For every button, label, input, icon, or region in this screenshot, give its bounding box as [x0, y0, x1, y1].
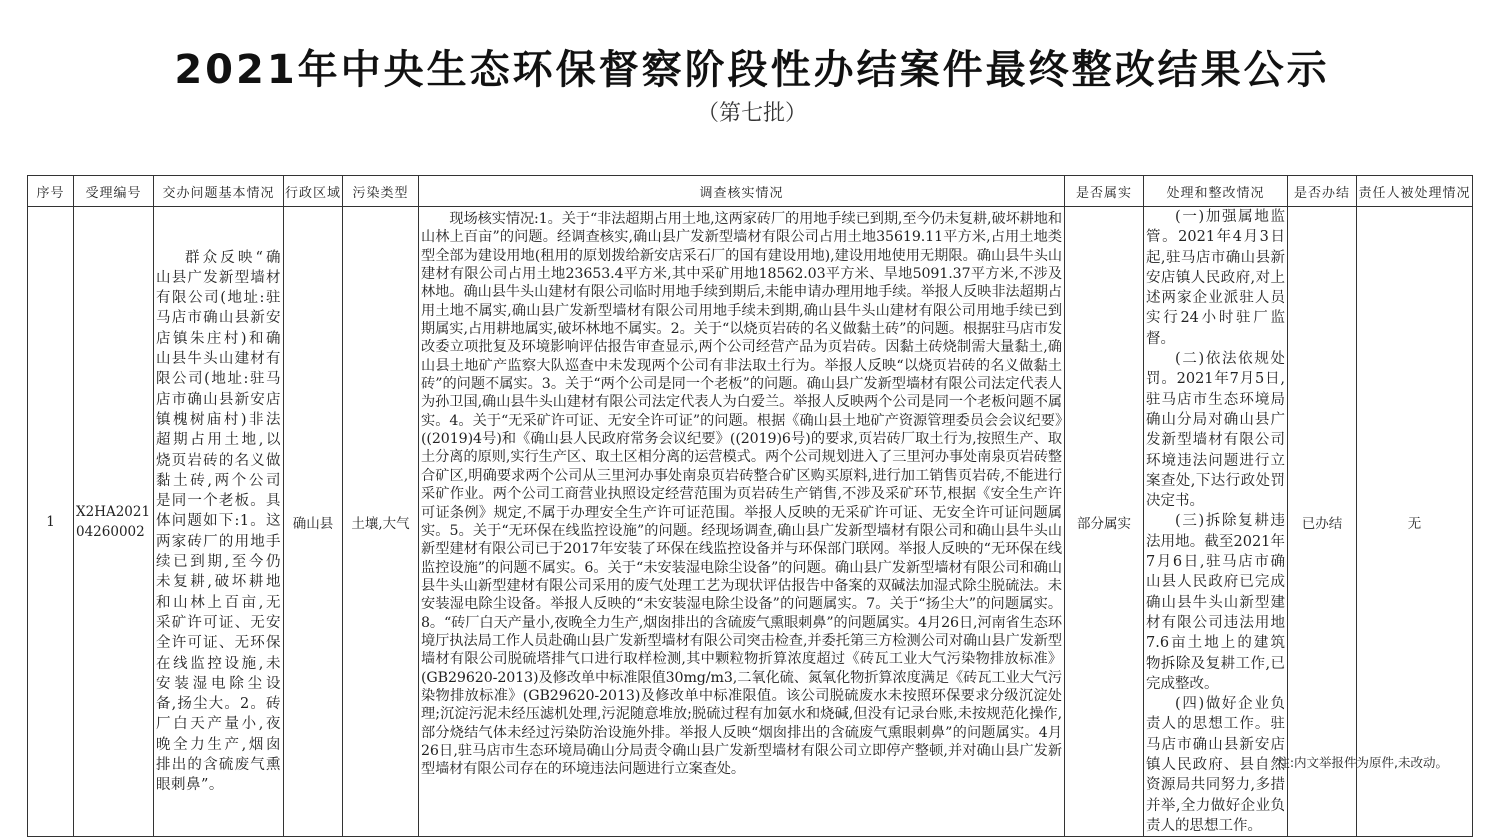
header-issue: 交办问题基本情况	[154, 176, 284, 207]
cell-case-no	[74, 207, 154, 837]
footnote: 注:内文举报件为原件,未改动。	[1277, 755, 1448, 770]
rectification-item: (四)做好企业负责人的思想工作。驻马店市确山县新安店镇人民政府、县自然资源局共同努力,多措并举,全力做好企业负责人的思想工作。	[1146, 696, 1285, 834]
table-header-row	[28, 176, 1473, 207]
case-number: X2HA202104260002	[76, 503, 151, 540]
cell-pollution-type: 土壤,大气	[343, 207, 419, 837]
header-accountability: 责任人被处理情况	[1357, 176, 1473, 207]
cell-accountability: 无	[1357, 207, 1473, 837]
rectification-item: (三)拆除复耕违法用地。截至2021年7月6日,驻马店市确山县人民政府已完成确山县牛头山新型建材有限公司违法用地7.6亩土地上的建筑物拆除及复耕工作,已完成整改。	[1146, 513, 1285, 692]
cell-investigation	[419, 207, 1065, 837]
batch-subtitle: （第七批）	[696, 101, 807, 126]
rectification-text	[1144, 207, 1287, 836]
header-closed: 是否办结	[1288, 176, 1357, 207]
header-verified: 是否属实	[1065, 176, 1144, 207]
header-pollution-type: 污染类型	[343, 176, 419, 207]
cell-index: 1	[28, 207, 74, 837]
cell-region: 确山县	[284, 207, 343, 837]
header-index: 序号	[28, 176, 74, 207]
header-region: 行政区域	[284, 176, 343, 207]
page-title: 2021年中央生态环保督察阶段性办结案件最终整改结果公示	[174, 47, 1330, 93]
investigation-text: 现场核实情况:1。关于“非法超期占用土地,这两家砖厂的用地手续已到期,至今仍未复耕,破坏耕地和山林上百亩”的问题。经调查核实,确山县广发新型墙材有限公司占用土地35619.11平方米,占用土地类型全部为建设用地(租用的原划拨给新安店采石厂的国有建设用地),建设用地使用无期限。确山县牛头山建材有限公司占用土地23653.4平方米,其中采矿用地18562.03平方米、旱地5091.37平方米,不涉及林地。确山县牛头山建材有限公司临时用地手续到期后,未能申请办理用地手续。举报人反映非法超期占用土地不属实,确山县广发新型墙材有限公司用地手续未到期,确山县牛头山建材有限公司用地手续已到期属实,占用耕地属实,破坏林地不属实。2。关于“以烧页岩砖的名义做黏土砖”的问题。根据驻马店市发改委立项批复及环境影响评估报告审查显示,两个公司经营产品为页岩砖。因黏土砖烧制需大量黏土,确山县土地矿产监察大队巡查中未发现两个公司有非法取土行为。举报人反映“以烧页岩砖的名义做黏土砖”的问题不属实。3。关于“两个公司是同一个老板”的问题。确山县广发新型墙材有限公司法定代表人为孙卫国,确山县牛头山建材有限公司法定代表人为白爱兰。举报人反映两个公司是同一个老板问题不属实。4。关于“无采矿许可证、无安全许可证”的问题。根据《确山县土地矿产资源管理委员会会议纪要》((2019)4号)和《确山县人民政府常务会议纪要》((2019)6号)的要求,页岩砖厂取土行为,按照生产、取土分离的原则,实行生产区、取土区相分离的运营模式。两个公司规划进入了三里河办事处南泉页岩砖整合矿区,明确要求两个公司从三里河办事处南泉页岩砖整合矿区购买原料,进行加工销售页岩砖,不能进行采矿作业。两个公司工商营业执照设定经营范围为页岩砖生产销售,不涉及采矿环节,根据《安全生产许可证条例》规定,不属于办理安全生产许可证范围。举报人反映的无采矿许可证、无安全许可证问题属实。5。关于“无环保在线监控设施”的问题。经现场调查,确山县广发新型墙材有限公司和确山县牛头山新型建材有限公司已于2017年安装了环保在线监控设备并与环保部门联网。举报人反映的“无环保在线监控设施”的问题不属实。6。关于“未安装湿电除尘设备”的问题。确山县广发新型墙材有限公司和确山县牛头山新型建材有限公司采用的废气处理工艺为现状评估报告中备案的双碱法加湿式除尘脱硫法。未安装湿电除尘设备。举报人反映的“未安装湿电除尘设备”的问题属实。7。关于“扬尘大”的问题属实。8。“砖厂白天产量小,夜晚全力生产,烟囱排出的含硫废气熏眼刺鼻”的问题属实。4月26日,河南省生态环境厅执法局工作人员赴确山县广发新型墙材有限公司突击检查,并委托第三方检测公司对确山县广发新型墙材有限公司脱硫塔排气口进行取样检测,其中颗粒物折算浓度超过《砖瓦工业大气污染物排放标准》(GB29620-2013)及修改单中标准限值30mg/m3,二氧化硫、氮氧化物折算浓度满足《砖瓦工业大气污染物排放标准》(GB29620-2013)及修改单中标准限值。该公司脱硫废水未按照环保要求分级沉淀处理;沉淀污泥未经压滤机处理,污泥随意堆放;脱硫过程有加氨水和烧碱,但没有记录台账,未按规范化操作,部分烧结气体未经过污染防治设施外排。举报人反映“烟囱排出的含硫废气熏眼刺鼻”的问题属实。4月26日,驻马店市生态环境局确山分局责令确山县广发新型墙材有限公司立即停产整顿,并对确山县广发新型墙材有限公司存在的环境违法问题进行立案查处。	[421, 211, 1062, 778]
issue-text: 群众反映“确山县广发新型墙材有限公司(地址:驻马店市确山县新安店镇朱庄村)和确山县牛头山建材有限公司(地址:驻马店市确山县新安店镇槐树庙村)非法超期占用土地,以烧页岩砖的名义做黏土砖,两个公司是同一个老板。具体问题如下:1。这两家砖厂的用地手续已到期,至今仍未复耕,破坏耕地和山林上百亩,无采矿许可证、无安全许可证、无环保在线监控设施,未安装湿电除尘设备,扬尘大。2。砖厂白天产量小,夜晚全力生产,烟囱排出的含硫废气熏眼刺鼻”。	[156, 249, 281, 794]
table-row	[28, 207, 1473, 837]
header-rectification: 处理和整改情况	[1144, 176, 1288, 207]
rectification-item: (一)加强属地监管。2021年4月3日起,驻马店市确山县新安店镇人民政府,对上述两家企业派驻人员实行24小时驻厂监督。	[1146, 209, 1285, 347]
rectification-item: (二)依法依规处罚。2021年7月5日,驻马店市生态环境局确山分局对确山县广发新型墙材有限公司环境违法问题进行立案查处,下达行政处罚决定书。	[1146, 351, 1285, 510]
cell-rectification	[1144, 207, 1288, 837]
header-case-no: 受理编号	[74, 176, 154, 207]
cell-issue	[154, 207, 284, 837]
header-investigation: 调查核实情况	[419, 176, 1065, 207]
cell-closed: 已办结	[1288, 207, 1357, 837]
cell-verified: 部分属实	[1065, 207, 1144, 837]
case-table	[27, 175, 1473, 837]
